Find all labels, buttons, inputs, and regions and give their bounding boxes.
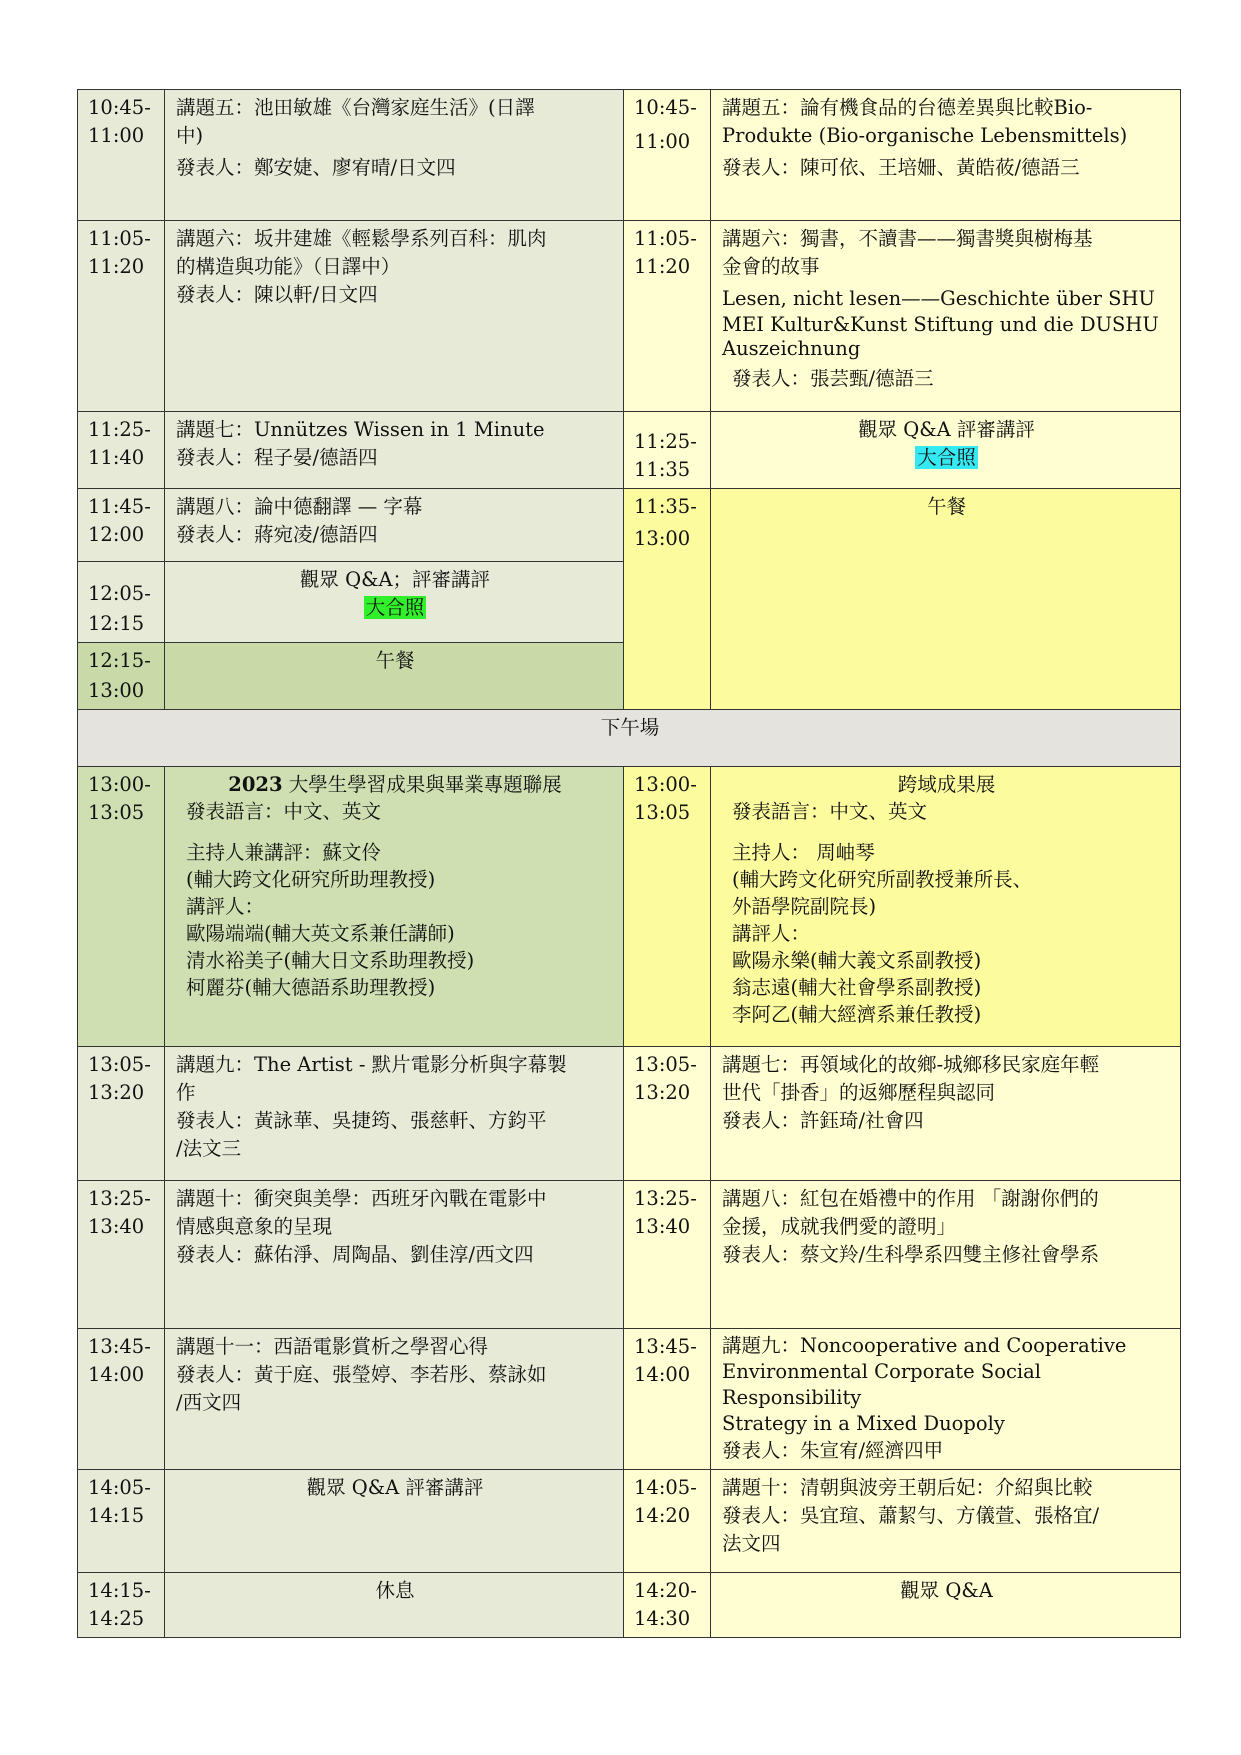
time-cell: 11:25- 11:40 bbox=[78, 412, 165, 489]
presenter: 發表人：黃于庭、張瑩婷、李若彤、蔡詠如 bbox=[176, 1363, 547, 1386]
reviewer: 柯麗芬(輔大德語系助理教授) bbox=[186, 976, 436, 999]
presenter: 發表人：蔡文羚/生科學系四雙主修社會學系 bbox=[722, 1243, 1100, 1266]
afternoon-label: 下午場 bbox=[600, 716, 660, 739]
talk-title: Environmental Corporate Social Responsibility bbox=[722, 1360, 1041, 1409]
exhibition-cell: 跨域成果展 發表語言：中文、英文 主持人： 周岫琴 (輔大跨文化研究所副教授兼所長、 外語學院副院長) 講評人： 歐陽永樂(輔大義文系副教授) 翁志遠(輔大社會學系副教授) 李阿乙(輔大經濟系兼任教授) bbox=[711, 767, 1181, 1047]
reviewer: 歐陽永樂(輔大義文系副教授) bbox=[732, 949, 982, 972]
break-cell bbox=[165, 1573, 624, 1638]
session-cell bbox=[711, 90, 1181, 221]
presenter: 發表人：鄭安婕、廖宥晴/日文四 bbox=[176, 156, 456, 179]
section-header bbox=[78, 710, 1181, 767]
presenter: 發表人：張芸甄/德語三 bbox=[732, 367, 934, 390]
presenter: 發表人：黃詠華、吳捷筠、張慈軒、方鈞平 bbox=[176, 1109, 547, 1132]
talk-title: 講題五：池田敏雄《台灣家庭生活》(日譯 bbox=[176, 96, 535, 119]
talk-title: 金援，成就我們愛的證明」 bbox=[722, 1215, 957, 1238]
table-row bbox=[78, 90, 1181, 221]
session-cell bbox=[165, 489, 624, 562]
time-cell: 13:05- 13:20 bbox=[78, 1047, 165, 1181]
talk-title: 講題五：論有機食品的台德差異與比較Bio- bbox=[722, 96, 1093, 119]
talk-title: 講題十：衝突與美學：西班牙內戰在電影中 bbox=[176, 1187, 547, 1210]
session-cell bbox=[165, 1470, 624, 1573]
schedule-table bbox=[77, 89, 1181, 1638]
presenter: /法文三 bbox=[176, 1137, 242, 1160]
talk-title: Produkte (Bio-organische Lebensmittels) bbox=[722, 124, 1128, 147]
host: 主持人兼講評：蘇文伶 bbox=[186, 841, 382, 864]
talk-title: 世代「掛香」的返鄉歷程與認同 bbox=[722, 1081, 996, 1104]
presenter: 發表人：程子晏/德語四 bbox=[176, 446, 378, 469]
exhibition-title: 跨域成果展 bbox=[897, 773, 996, 796]
table-row bbox=[78, 1329, 1181, 1470]
table-row bbox=[78, 489, 1181, 562]
lunch-label: 午餐 bbox=[926, 495, 966, 518]
talk-title: 情感與意象的呈現 bbox=[176, 1215, 333, 1238]
time-cell: 13:45- 14:00 bbox=[624, 1329, 711, 1470]
table-row bbox=[78, 412, 1181, 489]
session-cell bbox=[711, 1573, 1181, 1638]
presenter: 法文四 bbox=[722, 1532, 781, 1555]
table-row bbox=[78, 710, 1181, 767]
exhibition-title: 2023 大學生學習成果與畢業專題聯展 bbox=[228, 773, 562, 796]
presenter: 發表人：吳宜瑄、蕭絜勻、方儀萱、張格宜/ bbox=[722, 1504, 1100, 1527]
table-row bbox=[78, 221, 1181, 412]
time-cell: 12:05- 12:15 bbox=[78, 562, 165, 643]
group-photo-badge: 大合照 bbox=[917, 446, 976, 469]
reviewer: 清水裕美子(輔大日文系助理教授) bbox=[186, 949, 475, 972]
session-cell bbox=[711, 221, 1181, 412]
session-cell bbox=[165, 1181, 624, 1329]
session-cell bbox=[711, 412, 1181, 489]
time-cell: 11:05- 11:20 bbox=[624, 221, 711, 412]
presenter: 發表人：陳以軒/日文四 bbox=[176, 283, 378, 306]
break-label: 休息 bbox=[375, 1579, 415, 1602]
talk-title: Strategy in a Mixed Duopoly bbox=[722, 1412, 1005, 1435]
presenter: 發表人：朱宣宥/經濟四甲 bbox=[722, 1439, 944, 1462]
talk-title: 講題六：獨書，不讀書——獨書獎與樹梅基 bbox=[722, 227, 1093, 250]
time-cell: 13:00- 13:05 bbox=[624, 767, 711, 1047]
host: 主持人： 周岫琴 bbox=[732, 841, 875, 864]
qa-label: 觀眾 Q&A 評審講評 bbox=[306, 1476, 484, 1499]
exhibition-cell: 2023 大學生學習成果與畢業專題聯展 發表語言：中文、英文 主持人兼講評：蘇文伶 (輔大跨文化研究所助理教授) 講評人： 歐陽端端(輔大英文系兼任講師) 清水裕美子(輔大日文系助理教授) 柯麗芬(輔大德語系助理教授) bbox=[165, 767, 624, 1047]
table-row bbox=[78, 1573, 1181, 1638]
time-cell: 13:45- 14:00 bbox=[78, 1329, 165, 1470]
reviewer: 李阿乙(輔大經濟系兼任教授) bbox=[732, 1003, 982, 1026]
table-row bbox=[78, 1181, 1181, 1329]
session-cell bbox=[165, 1329, 624, 1470]
session-cell bbox=[165, 562, 624, 643]
session-cell bbox=[165, 1047, 624, 1181]
presenter: 發表人：蘇佑淨、周陶晶、劉佳淳/西文四 bbox=[176, 1243, 534, 1266]
time-cell: 10:45- 11:00 bbox=[624, 90, 711, 221]
time-cell: 14:20- 14:30 bbox=[624, 1573, 711, 1638]
time-cell: 13:05- 13:20 bbox=[624, 1047, 711, 1181]
time-cell: 14:05- 14:15 bbox=[78, 1470, 165, 1573]
talk-title: 講題十一：西語電影賞析之學習心得 bbox=[176, 1335, 489, 1358]
lunch-cell bbox=[711, 489, 1181, 710]
session-cell bbox=[711, 1047, 1181, 1181]
session-cell bbox=[165, 90, 624, 221]
qa-label: 觀眾 Q&A 評審講評 bbox=[858, 418, 1035, 441]
talk-title: 中) bbox=[176, 124, 204, 147]
talk-title: 的構造與功能》（日譯中） bbox=[176, 255, 401, 278]
time-cell: 14:05- 14:20 bbox=[624, 1470, 711, 1573]
presenter: 發表人：蔣宛凌/德語四 bbox=[176, 523, 378, 546]
time-cell: 11:25- 11:35 bbox=[624, 412, 711, 489]
lunch-label: 午餐 bbox=[375, 649, 415, 672]
time-cell: 13:00- 13:05 bbox=[78, 767, 165, 1047]
talk-title: 金會的故事 bbox=[722, 255, 820, 278]
qa-label: 觀眾 Q&A bbox=[900, 1579, 993, 1602]
time-cell: 10:45- 11:00 bbox=[78, 90, 165, 221]
talk-title: 講題十：清朝與波旁王朝后妃：介紹與比較 bbox=[722, 1476, 1093, 1499]
talk-title: 講題九：The Artist - 默片電影分析與字幕製 bbox=[176, 1053, 567, 1076]
talk-title-de: Auszeichnung bbox=[722, 337, 861, 360]
group-photo-badge: 大合照 bbox=[365, 596, 425, 619]
time-cell: 11:05- 11:20 bbox=[78, 221, 165, 412]
talk-title: 講題八：論中德翻譯 — 字幕 bbox=[176, 495, 423, 518]
session-cell bbox=[165, 221, 624, 412]
talk-title: 作 bbox=[176, 1081, 196, 1104]
reviewer: 歐陽端端(輔大英文系兼任講師) bbox=[186, 922, 455, 945]
time-cell: 11:35- 13:00 bbox=[624, 489, 711, 710]
presenter: /西文四 bbox=[176, 1391, 242, 1414]
talk-title-de: Lesen, nicht lesen——Geschichte über SHU bbox=[722, 287, 1155, 310]
table-row bbox=[78, 1470, 1181, 1573]
time-cell: 11:45- 12:00 bbox=[78, 489, 165, 562]
session-cell bbox=[711, 1470, 1181, 1573]
table-row bbox=[78, 767, 1181, 1047]
talk-title: 講題八：紅包在婚禮中的作用 「謝謝你們的 bbox=[722, 1187, 1099, 1210]
presenter: 發表人：陳可依、王培姍、黃皓莜/德語三 bbox=[722, 156, 1080, 179]
session-cell bbox=[711, 1181, 1181, 1329]
time-cell: 13:25- 13:40 bbox=[624, 1181, 711, 1329]
talk-title: 講題六：坂井建雄《輕鬆學系列百科：肌肉 bbox=[176, 227, 547, 250]
time-cell: 13:25- 13:40 bbox=[78, 1181, 165, 1329]
talk-title-de: MEI Kultur&Kunst Stiftung und die DUSHU bbox=[722, 313, 1159, 336]
presenter: 發表人：許鈺琦/社會四 bbox=[722, 1109, 924, 1132]
talk-title: 講題七：Unnützes Wissen in 1 Minute bbox=[176, 418, 545, 441]
table-row bbox=[78, 1047, 1181, 1181]
talk-title: 講題七：再領域化的故鄉-城鄉移民家庭年輕 bbox=[722, 1053, 1100, 1076]
talk-title: 講題九：Noncooperative and Cooperative bbox=[722, 1334, 1127, 1357]
qa-label: 觀眾 Q&A；評審講評 bbox=[299, 568, 491, 591]
reviewer: 翁志遠(輔大社會學系副教授) bbox=[732, 976, 982, 999]
session-cell bbox=[165, 412, 624, 489]
lunch-cell bbox=[165, 643, 624, 710]
time-cell: 14:15- 14:25 bbox=[78, 1573, 165, 1638]
session-cell bbox=[711, 1329, 1181, 1470]
time-cell: 12:15- 13:00 bbox=[78, 643, 165, 710]
